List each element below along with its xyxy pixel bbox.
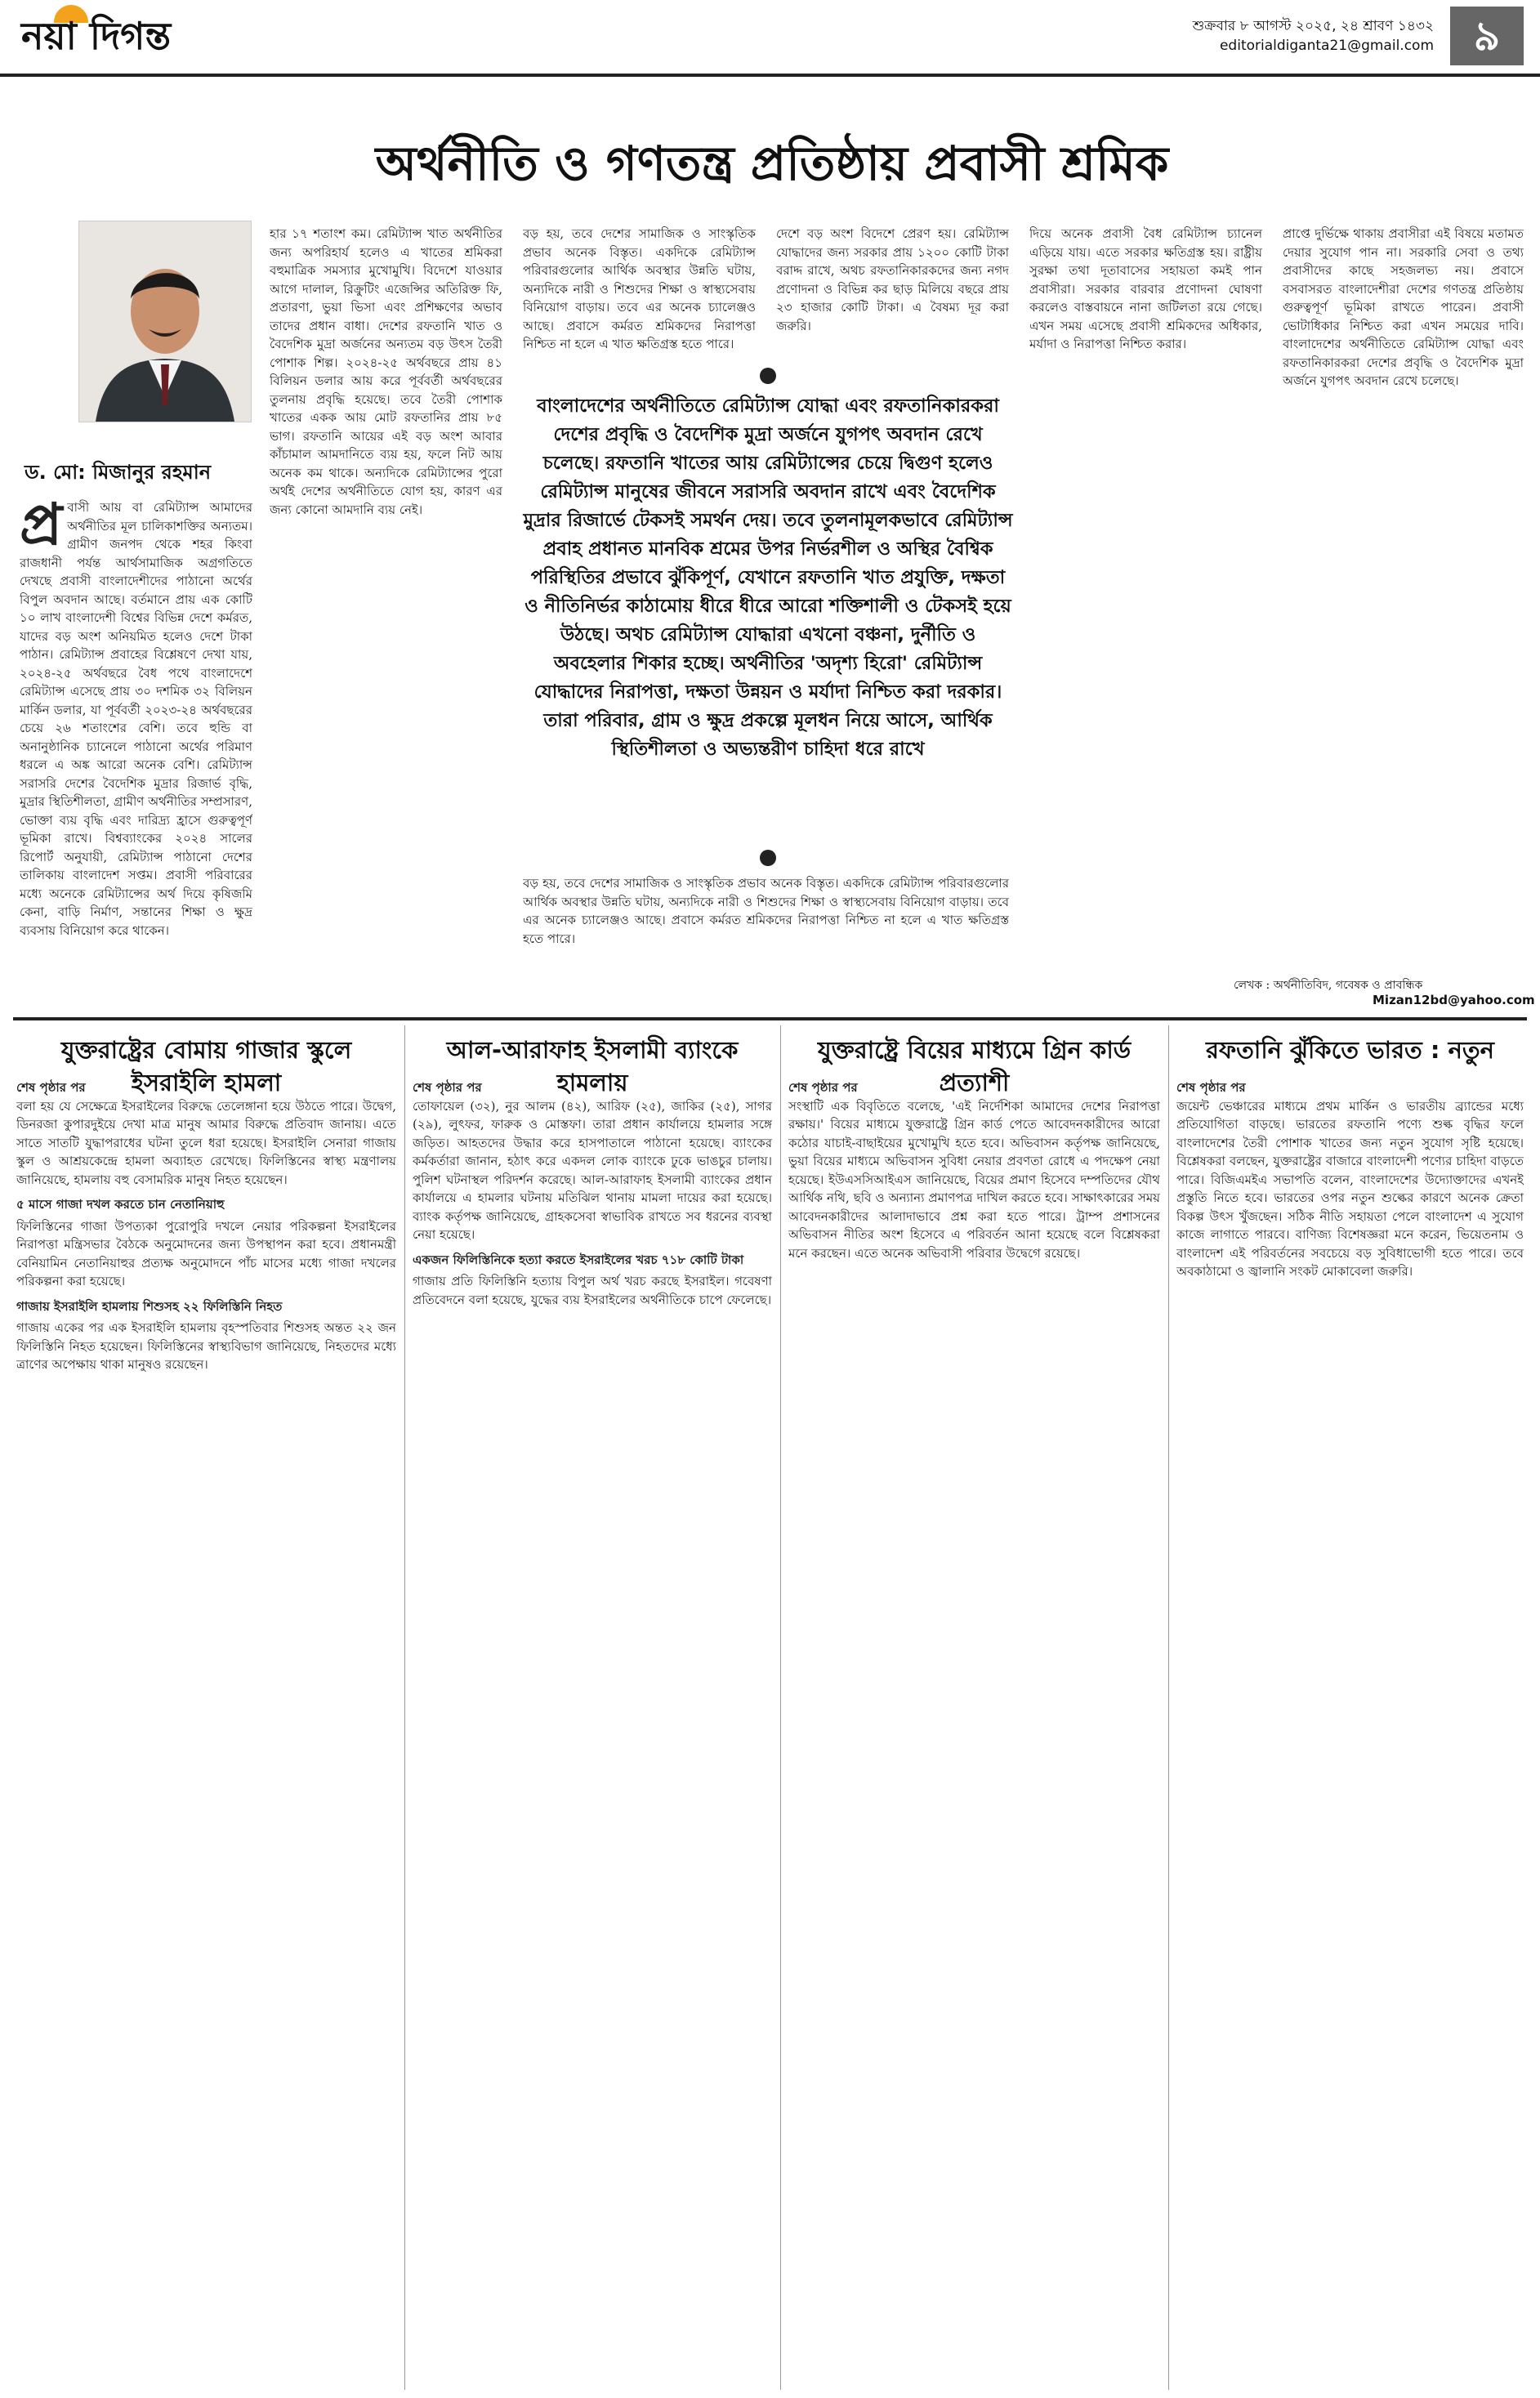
column-6-text: প্রাপ্তে দুর্ভিক্ষে থাকায় প্রবাসীরা এই বিষয়ে মতামত দেয়ার সুযোগ পান না। সরকারি সেবা ও তথ্য প্রবাসীদের কাছে সহজলভ্য নয়। প্রবাসে বসবাসরত বাংলাদেশীরা দেশের গণতন্ত্র প্রতিষ্ঠায় গুরুত্বপূর্ণ ভূমিকা রাখতে পারেন। প্রবাসী ভোটাধিকার নিশ্চিত করা এখন সময়ের দাবি। বাংলাদেশের অর্থনীতিতে রেমিট্যান্স যোদ্ধা এবং রফতানিকারকরা দেশের প্রবৃদ্ধি ও বৈদেশিক মুদ্রা অর্জনে যুগপৎ অবদান রেখে চলেছে।	[1283, 226, 1524, 388]
story-2-subhead-2: একজন ফিলিস্তিনিকে হত্যা করতে ইসরাইলের খরচ ৭১৮ কোটি টাকা	[413, 1252, 744, 1267]
date-text: শুক্রবার ৮ আগস্ট ২০২৫, ২৪ শ্রাবণ ১৪৩২	[1192, 18, 1434, 34]
page-number: ৯	[1450, 7, 1524, 65]
person-photo-icon	[79, 221, 251, 422]
main-headline: অর্থনীতি ও গণতন্ত্র প্রতিষ্ঠায় প্রবাসী শ্রমিক	[375, 136, 1169, 191]
story-4-text-3: বাণিজ্য বিশেষজ্ঞরা মনে করেন, ভিয়েতনাম ও বাংলাদেশ এই পরিবর্তনের সবচেয়ে বড় সুবিধাভোগী হতে পারে। তবে অবকাঠামো ও জ্বালানি সংকট মোকাবেলা জরুরি।	[1176, 1227, 1524, 1279]
story-3-headline: যুক্তরাষ্ট্রে বিয়ের মাধ্যমে গ্রিন কার্ড প্রত্যাশী	[817, 1036, 1132, 1096]
editorial-email[interactable]: editorialdiganta21@gmail.com	[1219, 38, 1434, 54]
article-column-6	[1283, 225, 1524, 972]
dateline	[1193, 16, 1434, 56]
column-rule	[780, 1025, 781, 2390]
continued-label: শেষ পৃষ্ঠার পর	[788, 1080, 858, 1095]
bullet-dot-icon	[760, 850, 776, 866]
column-rule	[404, 1025, 405, 2390]
author-portrait	[78, 221, 252, 422]
article-column-1	[20, 498, 252, 980]
story-4-headline: রফতানি ঝুঁকিতে ভারত : নতুন	[1206, 1036, 1494, 1064]
masthead	[0, 0, 1540, 77]
story-1-subhead-1: ৫ মাসে গাজা দখল করতে চান নেতানিয়াহু	[16, 1197, 225, 1212]
section-divider	[13, 1017, 1527, 1020]
author-note: লেখক : অর্থনীতিবিদ, গবেষক ও প্রাবন্ধিক	[1234, 979, 1423, 992]
story-2-headline: আল-আরাফাহ ইসলামী ব্যাংকে হামলায়	[446, 1036, 739, 1096]
article-column-2	[270, 225, 502, 980]
story-2-text: তোফায়েল (৩২), নুর আলম (৪২), আরিফ (২৫), জাকির (২৫), সাগর (২৯), লুৎফর, ফারুক ও মোস্তফা। তারা প্রধান কার্যালয়ে হামলার সঙ্গে জড়িত। আহতদের উদ্ধার করে হাসপাতালে পাঠানো হয়েছে। ব্যাংকের কর্মকর্তারা জানান, হঠাৎ করে একদল লোক ব্যাংকে ঢুকে ভাঙচুর চালায়। পুলিশ ঘটনাস্থল পরিদর্শন করেছে।	[413, 1098, 772, 1187]
story-1-body	[16, 1078, 396, 2382]
story-1-text-2: ফিলিস্তিনের গাজা উপত্যকা পুরোপুরি দখলে নেয়ার পরিকল্পনা ইসরাইলের নিরাপত্তা মন্ত্রিসভার বৈঠকে অনুমোদনের জন্য উপস্থাপন করা হবে। প্রধানমন্ত্রী বেনিয়ামিন নেতানিয়াহুর প্রত্যক্ষ অনুমোদনে পাঁচ মাসের মধ্যে গাজা দখলের পরিকল্পনা করা হয়েছে।	[16, 1218, 396, 1288]
story-3-text-2: ইউএসসিআইএস জানিয়েছে, বিয়ের প্রমাণ হিসেবে দম্পতিদের যৌথ আর্থিক নথি, ছবি ও অন্যান্য প্রমাণপত্র দাখিল করতে হবে। সাক্ষাৎকারের সময় আবেদনকারীদের আলাদাভাবে প্রশ্ন করা হতে পারে।	[788, 1172, 1160, 1224]
story-4-body	[1176, 1078, 1524, 2382]
story-1-text-3: গাজায় একের পর এক ইসরাইলি হামলায় বৃহস্পতিবার শিশুসহ অন্তত ২২ জন ফিলিস্তিনি নিহত হয়েছেন। ফিলিস্তিনের স্বাস্থ্যবিভাগ জানিয়েছে, নিহতদের মধ্যে ত্রাণের অপেক্ষায় থাকা মানুষও রয়েছেন।	[16, 1320, 396, 1372]
column-2-text: হার ১৭ শতাংশ কম। রেমিট্যান্স খাত অর্থনীতির জন্য অপরিহার্য হলেও এ খাতের শ্রমিকরা বহুমাত্রিক সমস্যার মুখোমুখি। বিদেশে যাওয়ার আগে দালাল, রিক্রুটিং এজেন্সির অতিরিক্ত ফি, প্রতারণা, ভুয়া ভিসা এবং প্রশিক্ষণের অভাব তাদের প্রধান বাধা। দেশের রফতানি খাত ও বৈদেশিক মুদ্রা অর্জনের অন্যতম বড় উৎস তৈরী পোশাক শিল্প। ২০২৪-২৫ অর্থবছরে প্রায় ৪১ বিলিয়ন ডলার আয় করে পূর্ববর্তী অর্থবছরের তুলনায় প্রবৃদ্ধি হয়েছে। তবে তৈরী পোশাক খাতের একক আয় মোট রফতানির প্রায় ৮৫ ভাগ। রফতানি আয়ের এই বড় অংশ আবার কাঁচামাল আমদানিতে ব্যয় হয়, ফলে নিট আয় অনেক কম থাকে। অন্যদিকে রেমিট্যান্সের পুরো অর্থই দেশের অর্থনীতিতে যোগ হয়, কারণ এর জন্য কোনো আমদানি ব্যয় নেই।	[270, 226, 502, 517]
story-2-body	[413, 1078, 772, 2382]
author-email[interactable]: Mizan12bd@yahoo.com	[1373, 993, 1535, 1007]
story-2-text-2: আল-আরাফাহ ইসলামী ব্যাংকের প্রধান কার্যালয়ে এ হামলার ঘটনায় মতিঝিল থানায় মামলা দায়ের করা হয়েছে। ব্যাংক কর্তৃপক্ষ জানিয়েছে, গ্রাহকসেবা স্বাভাবিক রাখতে সব ধরনের ব্যবস্থা নেয়া হয়েছে।	[413, 1172, 772, 1242]
story-3-body	[788, 1078, 1160, 2382]
story-4-text-2: বিজিএমইএ সভাপতি বলেন, বাংলাদেশের উদ্যোক্তাদের এখনই প্রস্তুতি নিতে হবে। ভারতের ওপর নতুন শুল্কের কারণে অনেক ক্রেতা বিকল্প উৎস খুঁজছেন। সঠিক নীতি সহায়তা পেলে বাংলাদেশ এ সুযোগ কাজে লাগাতে পারবে।	[1176, 1172, 1524, 1242]
story-3-text: সংস্থাটি এক বিবৃতিতে বলেছে, 'এই নির্দেশিকা আমাদের দেশের নিরাপত্তা রক্ষায়।' বিয়ের মাধ্যমে যুক্তরাষ্ট্রে গ্রিন কার্ড পেতে আবেদনকারীদের আরো কঠোর যাচাই-বাছাইয়ের মুখোমুখি হতে হবে। অভিবাসন কর্তৃপক্ষ জানিয়েছে, ভুয়া বিয়ের মাধ্যমে অভিবাসন সুবিধা নেয়ার প্রবণতা রোধে এ পদক্ষেপ নেয়া হয়েছে।	[788, 1098, 1160, 1187]
article-column-3b	[523, 874, 1009, 980]
article-column-5	[1029, 225, 1262, 980]
story-3-text-3: ট্রাম্প প্রশাসনের অভিবাসন নীতির অংশ হিসেবে এ পরিবর্তন আনা হয়েছে বলে বিশ্লেষকরা মনে করছেন। এতে অনেক অভিবাসী পরিবার উদ্বেগে রয়েছে।	[788, 1208, 1160, 1261]
pull-quote: বাংলাদেশের অর্থনীতিতে রেমিট্যান্স যোদ্ধা এবং রফতানিকারকরা দেশের প্রবৃদ্ধি ও বৈদেশিক মুদ্রা অর্জনে যুগপৎ অবদান রেখে চলেছে। রফতানি খাতের আয় রেমিট্যান্সের চেয়ে দ্বিগুণ হলেও রেমিট্যান্স মানুষের জীবনে সরাসরি অবদান রাখে এবং বৈদেশিক মুদ্রার রিজার্ভে টেকসই সমর্থন দেয়। তবে তুলনামূলকভাবে রেমিট্যান্স প্রবাহ প্রধানত মানবিক শ্রমের উপর নির্ভরশীল ও অস্থির বৈশ্বিক পরিস্থিতির প্রভাবে ঝুঁকিপূর্ণ, যেখানে রফতানি খাত প্রযুক্তি, দক্ষতা ও নীতিনির্ভর কাঠামোয় ধীরে ধীরে আরো শক্তিশালী ও টেকসই হয়ে উঠছে। অথচ রেমিট্যান্স যোদ্ধারা এখনো বঞ্চনা, দুর্নীতি ও অবহেলার শিকার হচ্ছে। অর্থনীতির 'অদৃশ্য হিরো' রেমিট্যান্স যোদ্ধাদের নিরাপত্তা, দক্ষতা উন্নয়ন ও মর্যাদা নিশ্চিত করা দরকার। তারা পরিবার, গ্রাম ও ক্ষুদ্র প্রকল্পে মূলধন নিয়ে আসে, আর্থিক স্থিতিশীলতা ও অভ্যন্তরীণ চাহিদা ধরে রাখে	[523, 395, 1013, 760]
newspaper-logo[interactable]: নয়া দিগন্ত	[21, 14, 172, 58]
bullet-dot-icon	[760, 368, 776, 384]
dropcap: প্র	[20, 498, 63, 558]
column-rule	[1168, 1025, 1169, 2390]
column-3b-text: বড় হয়, তবে দেশের সামাজিক ও সাংস্কৃতিক প্রভাব অনেক বিস্তৃত। একদিকে রেমিট্যান্স পরিবারগুলোর আর্থিক অবস্থার উন্নতি ঘটায়, অন্যদিকে নারী ও শিশুদের শিক্ষা ও স্বাস্থ্যসেবায় বিনিয়োগ বাড়ায়। তবে এর অনেক চ্যালেঞ্জও আছে। প্রবাসে কর্মরত শ্রমিকদের নিরাপত্তা নিশ্চিত না হলে এ খাত ক্ষতিগ্রস্ত হতে পারে।	[523, 876, 1009, 946]
column-1-text: বাসী আয় বা রেমিট্যান্স আমাদের অর্থনীতির মূল চালিকাশক্তির অন্যতম। গ্রামীণ জনপদ থেকে শহর কিংবা রাজধানী পর্যন্ত আর্থসামাজিক অগ্রগতিতে দেখছে প্রবাসী বাংলাদেশীদের পাঠানো অর্থের বিপুল অবদান আছে। বর্তমানে প্রায় এক কোটি ১০ লাখ বাংলাদেশী বিশ্বের বিভিন্ন দেশে কর্মরত, যাদের বড় অংশ অনিয়মিত হলেও দেশে টাকা পাঠান। রেমিট্যান্স প্রবাহের বিশ্লেষণে দেখা যায়, ২০২৪-২৫ অর্থবছরে বৈধ পথে বাংলাদেশে রেমিট্যান্স এসেছে প্রায় ৩০ দশমিক ৩২ বিলিয়ন মার্কিন ডলার, যা পূর্ববর্তী ২০২৩-২৪ অর্থবছরের চেয়ে ২৬ শতাংশের বেশি। তবে হুন্ডি বা অনানুষ্ঠানিক চ্যানেলে পাঠানো অর্থের পরিমাণ ধরলে এ অঙ্ক আরো অনেক বেশি। রেমিট্যান্স সরাসরি দেশের বৈদেশিক মুদ্রার রিজার্ভ বৃদ্ধি, মুদ্রার স্থিতিশীলতা, গ্রামীণ অর্থনীতির সম্প্রসারণ, ভোক্তা ব্যয় বৃদ্ধি এবং দারিদ্র্য হ্রাসে গুরুত্বপূর্ণ ভূমিকা রাখে। বিশ্বব্যাংকের ২০২৪ সালের রিপোর্ট অনুযায়ী, রেমিট্যান্স পাঠানো দেশের তালিকায় বাংলাদেশ সপ্তম। প্রবাসী পরিবারের মধ্যে অনেকে রেমিট্যান্সের অর্থ দিয়ে কৃষিজমি কেনা, বাড়ি নির্মাণ, সন্তানের শিক্ষা ও ক্ষুদ্র ব্যবসায় বিনিয়োগ করে থাকেন।	[20, 500, 252, 938]
story-2-text-3: গাজায় প্রতি ফিলিস্তিনি হত্যায় বিপুল অর্থ খরচ করছে ইসরাইল। গবেষণা প্রতিবেদনে বলা হয়েছে, যুদ্ধের ব্যয় ইসরাইলের অর্থনীতিকে চাপে ফেলেছে।	[413, 1274, 772, 1307]
column-5-text: দিয়ে অনেক প্রবাসী বৈধ রেমিট্যান্স চ্যানেল এড়িয়ে যায়। এতে সরকার ক্ষতিগ্রস্ত হয়। রাষ্ট্রীয় সুরক্ষা তথা দূতাবাসের সহায়তা কমই পান প্রবাসীরা। সরকার বারবার প্রণোদনা ঘোষণা করলেও বাস্তবায়নে নানা জটিলতা রয়ে গেছে। এখন সময় এসেছে প্রবাসী শ্রমিকদের অধিকার, মর্যাদা ও নিরাপত্তা নিশ্চিত করার।	[1029, 226, 1262, 351]
article-column-4	[776, 225, 1009, 380]
article-column-3	[523, 225, 756, 380]
story-1-subhead-2: গাজায় ইসরাইলি হামলায় শিশুসহ ২২ ফিলিস্তিনি নিহত	[16, 1298, 283, 1314]
column-3-text: বড় হয়, তবে দেশের সামাজিক ও সাংস্কৃতিক প্রভাব অনেক বিস্তৃত। একদিকে রেমিট্যান্স পরিবারগুলোর আর্থিক অবস্থার উন্নতি ঘটায়, অন্যদিকে নারী ও শিশুদের শিক্ষা ও স্বাস্থ্যসেবায় বিনিয়োগ বাড়ায়। তবে এর অনেক চ্যালেঞ্জও আছে। প্রবাসে কর্মরত শ্রমিকদের নিরাপত্তা নিশ্চিত না হলে এ খাত ক্ষতিগ্রস্ত হতে পারে।	[523, 226, 756, 351]
column-4-text: দেশে বড় অংশ বিদেশে প্রেরণ হয়। রেমিট্যান্স যোদ্ধাদের জন্য সরকার প্রায় ১২০০ কোটি টাকা বরাদ্দ রাখে, অথচ রফতানিকারকদের জন্য নগদ প্রণোদনা ও বিভিন্ন কর ছাড় মিলিয়ে বছরে প্রায় ২৩ হাজার কোটি টাকা। এ বৈষম্য দূর করা জরুরি।	[776, 226, 1009, 333]
continued-label: শেষ পৃষ্ঠার পর	[413, 1080, 482, 1095]
story-4-text: জয়েন্ট ভেঞ্চারের মাধ্যমে প্রথম মার্কিন ও ভারতীয় ব্র্যান্ডের মধ্যে প্রতিযোগিতা বাড়ছে। ভারতের রফতানি পণ্যে শুল্ক বৃদ্ধির ফলে বাংলাদেশের তৈরী পোশাক খাতের জন্য নতুন সুযোগ সৃষ্টি হয়েছে। বিশ্লেষকরা বলছেন, যুক্তরাষ্ট্রের বাজারে বাংলাদেশী পণ্যের চাহিদা বাড়তে পারে।	[1176, 1098, 1524, 1187]
story-1-text: বলা হয় যে সেক্ষেত্রে ইসরাইলের বিরুদ্ধে তেলেঙ্গানা হয়ে উঠতে পারে। উদ্বেগ, ডিনরজা কুপারদুইয়ে দেখা মাত্র মানুষ আমার বিরুদ্ধে প্রতিবাদ জানায়। এতে সাতে সাতটি যুদ্ধাপরাধের ঘটনা তুলে ধরা হয়েছে। ইসরাইলি সেনারা গাজায় স্কুল ও আশ্রয়কেন্দ্রে হামলা অব্যাহত রেখেছে। ফিলিস্তিনের স্বাস্থ্য মন্ত্রণালয় জানিয়েছে, হামলায় বহু বেসামরিক মানুষ নিহত হয়েছেন।	[16, 1098, 396, 1187]
continued-label: শেষ পৃষ্ঠার পর	[16, 1080, 86, 1095]
continued-label: শেষ পৃষ্ঠার পর	[1176, 1080, 1246, 1095]
byline: ড. মো: মিজানুর রহমান	[25, 461, 212, 484]
story-1-headline: যুক্তরাষ্ট্রের বোমায় গাজার স্কুলে ইসরাইলি হামলা	[60, 1036, 352, 1096]
